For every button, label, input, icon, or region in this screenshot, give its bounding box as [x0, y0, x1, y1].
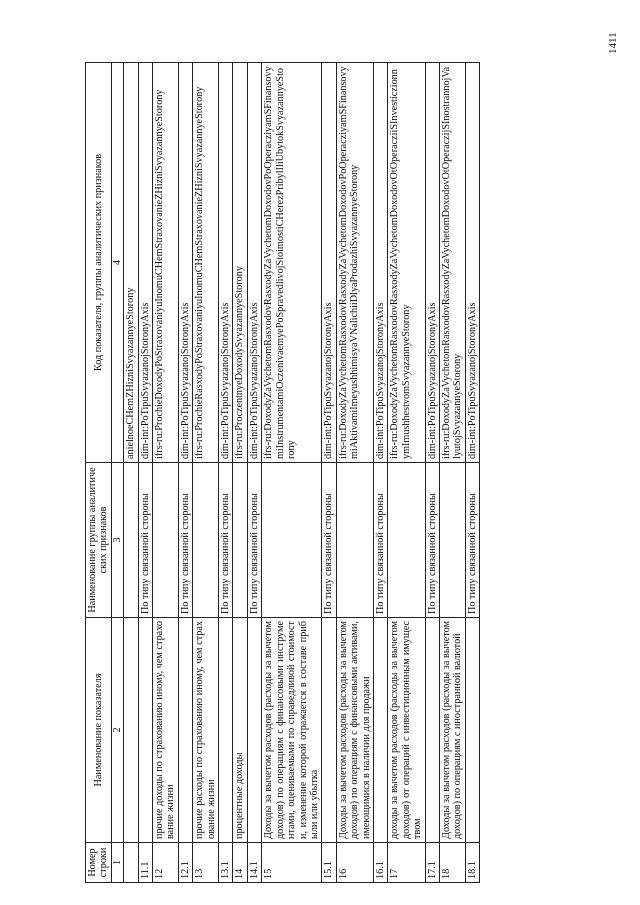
indicator-code: ifrs-ru:DoxodyZaVychetomRasxodovRasxodyZaVychetomDoxodovPoOperacziyamSFinansovymiAktivamiImeyushhimisyaVNalichiiDlyaProdazhiSvyazannyeStorony [336, 63, 373, 463]
indicator-code: dim-int:PoTipuSvyazanojStoronyAxis [322, 63, 336, 463]
group-name: По типу связанной стороны [247, 463, 261, 618]
group-name [388, 463, 425, 618]
column-number: 1 [111, 843, 123, 883]
table-row [124, 63, 138, 883]
indicator-name [138, 618, 152, 843]
group-name [439, 463, 465, 618]
indicator-code: ifrs-ru:DoxodyZaVychetomRasxodovRasxodyZaVychetomDoxodovOtOperaczijSInostrannojValyutojSvyazannyeStorony [439, 63, 465, 463]
row-number: 16.1 [373, 843, 387, 883]
group-name: По типу связанной стороны [138, 463, 152, 618]
indicator-code: ifrs-ru:ProchieDoxodyPoStraxovaniyuInomuCHemStraxovanieZHizniSvyazannyeStorony [153, 63, 179, 463]
group-name [153, 463, 179, 618]
indicator-name: Доходы за вычетом расходов (расходы за вычетом доходов) по операциям с иностранной валютой [439, 618, 465, 843]
indicator-code: dim-int:PoTipuSvyazanojStoronyAxis [219, 63, 233, 463]
group-name: По типу связанной стороны [373, 463, 387, 618]
indicator-name [322, 618, 336, 843]
indicator-name [124, 618, 138, 843]
group-name: По типу связанной стороны [178, 463, 192, 618]
table-row [465, 63, 479, 883]
indicator-name [465, 618, 479, 843]
table-row [388, 63, 425, 883]
row-number: 12.1 [178, 843, 192, 883]
indicator-code: dim-int:PoTipuSvyazanojStoronyAxis [373, 63, 387, 463]
row-number [124, 843, 138, 883]
group-name [124, 463, 138, 618]
row-number: 13.1 [219, 843, 233, 883]
column-number: 3 [111, 463, 123, 618]
page-number: 1411 [607, 32, 619, 54]
row-number: 17.1 [425, 843, 439, 883]
indicator-name [373, 618, 387, 843]
group-name [262, 463, 322, 618]
table-row [373, 63, 387, 883]
indicator-name [178, 618, 192, 843]
indicator-table [85, 62, 480, 883]
indicator-code: ifrs-ru:DoxodyZaVychetomRasxodovRasxodyZaVychetomDoxodovPoOperacziyamSFinansovymiInstrumentamiOczenivaemyePoSpravedlivojStoimostiCHerezPribylIliUbytokSvyazannyeStorony [262, 63, 322, 463]
row-number: 14.1 [247, 843, 261, 883]
indicator-name: Доходы за вычетом расходов (расходы за вычетом доходов) по операциям с финансовыми активами, имеющимися в наличии для продажи [336, 618, 373, 843]
header-row-number: Номер строки [86, 843, 112, 883]
column-number-row [111, 63, 123, 883]
indicator-name: Доходы за вычетом расходов (расходы за вычетом доходов) по операциям с финансовыми инструментами, оцениваемыми по справедливой стоимости, изменение которой отражается в составе прибыли или убытка [262, 618, 322, 843]
indicator-code: anielnoeCHemZHizniSvyazannyeStorony [124, 63, 138, 463]
row-number: 18 [439, 843, 465, 883]
header-group-name: Наименование группы аналитических признаков [86, 463, 112, 618]
group-name: По типу связанной стороны [425, 463, 439, 618]
header-indicator-name: Наименование показателя [86, 618, 112, 843]
table-row [193, 63, 219, 883]
table-row [219, 63, 233, 883]
indicator-name: доходы за вычетом расходов (расходы за вычетом доходов) от операций с инвестиционным имуществом [388, 618, 425, 843]
indicator-code: ifrs-ru:ProczentnyeDoxodySvyazannyeStorony [233, 63, 247, 463]
row-number: 15 [262, 843, 322, 883]
indicator-code: ifrs-ru:DoxodyZaVychetomRasxodovRasxodyZaVychetomDoxodovOtOperacziiSInvesticzionnymImushhestvomSvyazannyeStorony [388, 63, 425, 463]
group-name [336, 463, 373, 618]
column-number: 2 [111, 618, 123, 843]
table-row [153, 63, 179, 883]
table-row [425, 63, 439, 883]
indicator-name: прочие доходы по страхованию иному, чем страхование жизни [153, 618, 179, 843]
indicator-code: dim-int:PoTipuSvyazanojStoronyAxis [425, 63, 439, 463]
indicator-code: dim-int:PoTipuSvyazanojStoronyAxis [465, 63, 479, 463]
indicator-code: dim-int:PoTipuSvyazanojStoronyAxis [247, 63, 261, 463]
group-name: По типу связанной стороны [322, 463, 336, 618]
row-number: 13 [193, 843, 219, 883]
table-row [262, 63, 322, 883]
indicator-name: процентные доходы [233, 618, 247, 843]
row-number: 17 [388, 843, 425, 883]
table-row [322, 63, 336, 883]
group-name [233, 463, 247, 618]
row-number: 15.1 [322, 843, 336, 883]
rotated-table-container [85, 63, 595, 883]
table-row [233, 63, 247, 883]
indicator-code: dim-int:PoTipuSvyazanojStoronyAxis [138, 63, 152, 463]
group-name: По типу связанной стороны [219, 463, 233, 618]
column-number: 4 [111, 63, 123, 463]
row-number: 11.1 [138, 843, 152, 883]
table-row [138, 63, 152, 883]
indicator-name [247, 618, 261, 843]
table-header-row [86, 63, 112, 883]
row-number: 14 [233, 843, 247, 883]
row-number: 18.1 [465, 843, 479, 883]
indicator-code: ifrs-ru:ProchieRasxodyPoStraxovaniyuInomuCHemStraxovanieZHizniSvyazannyeStorony [193, 63, 219, 463]
row-number: 16 [336, 843, 373, 883]
indicator-name [219, 618, 233, 843]
table-row [336, 63, 373, 883]
indicator-name [425, 618, 439, 843]
indicator-code: dim-int:PoTipuSvyazanojStoronyAxis [178, 63, 192, 463]
group-name: По типу связанной стороны [465, 463, 479, 618]
table-row [247, 63, 261, 883]
header-code: Код показателя, группы аналитических признаков [86, 63, 112, 463]
table-row [178, 63, 192, 883]
row-number: 12 [153, 843, 179, 883]
indicator-name: прочие расходы по страхованию иному, чем страхование жизни [193, 618, 219, 843]
group-name [193, 463, 219, 618]
table-row [439, 63, 465, 883]
